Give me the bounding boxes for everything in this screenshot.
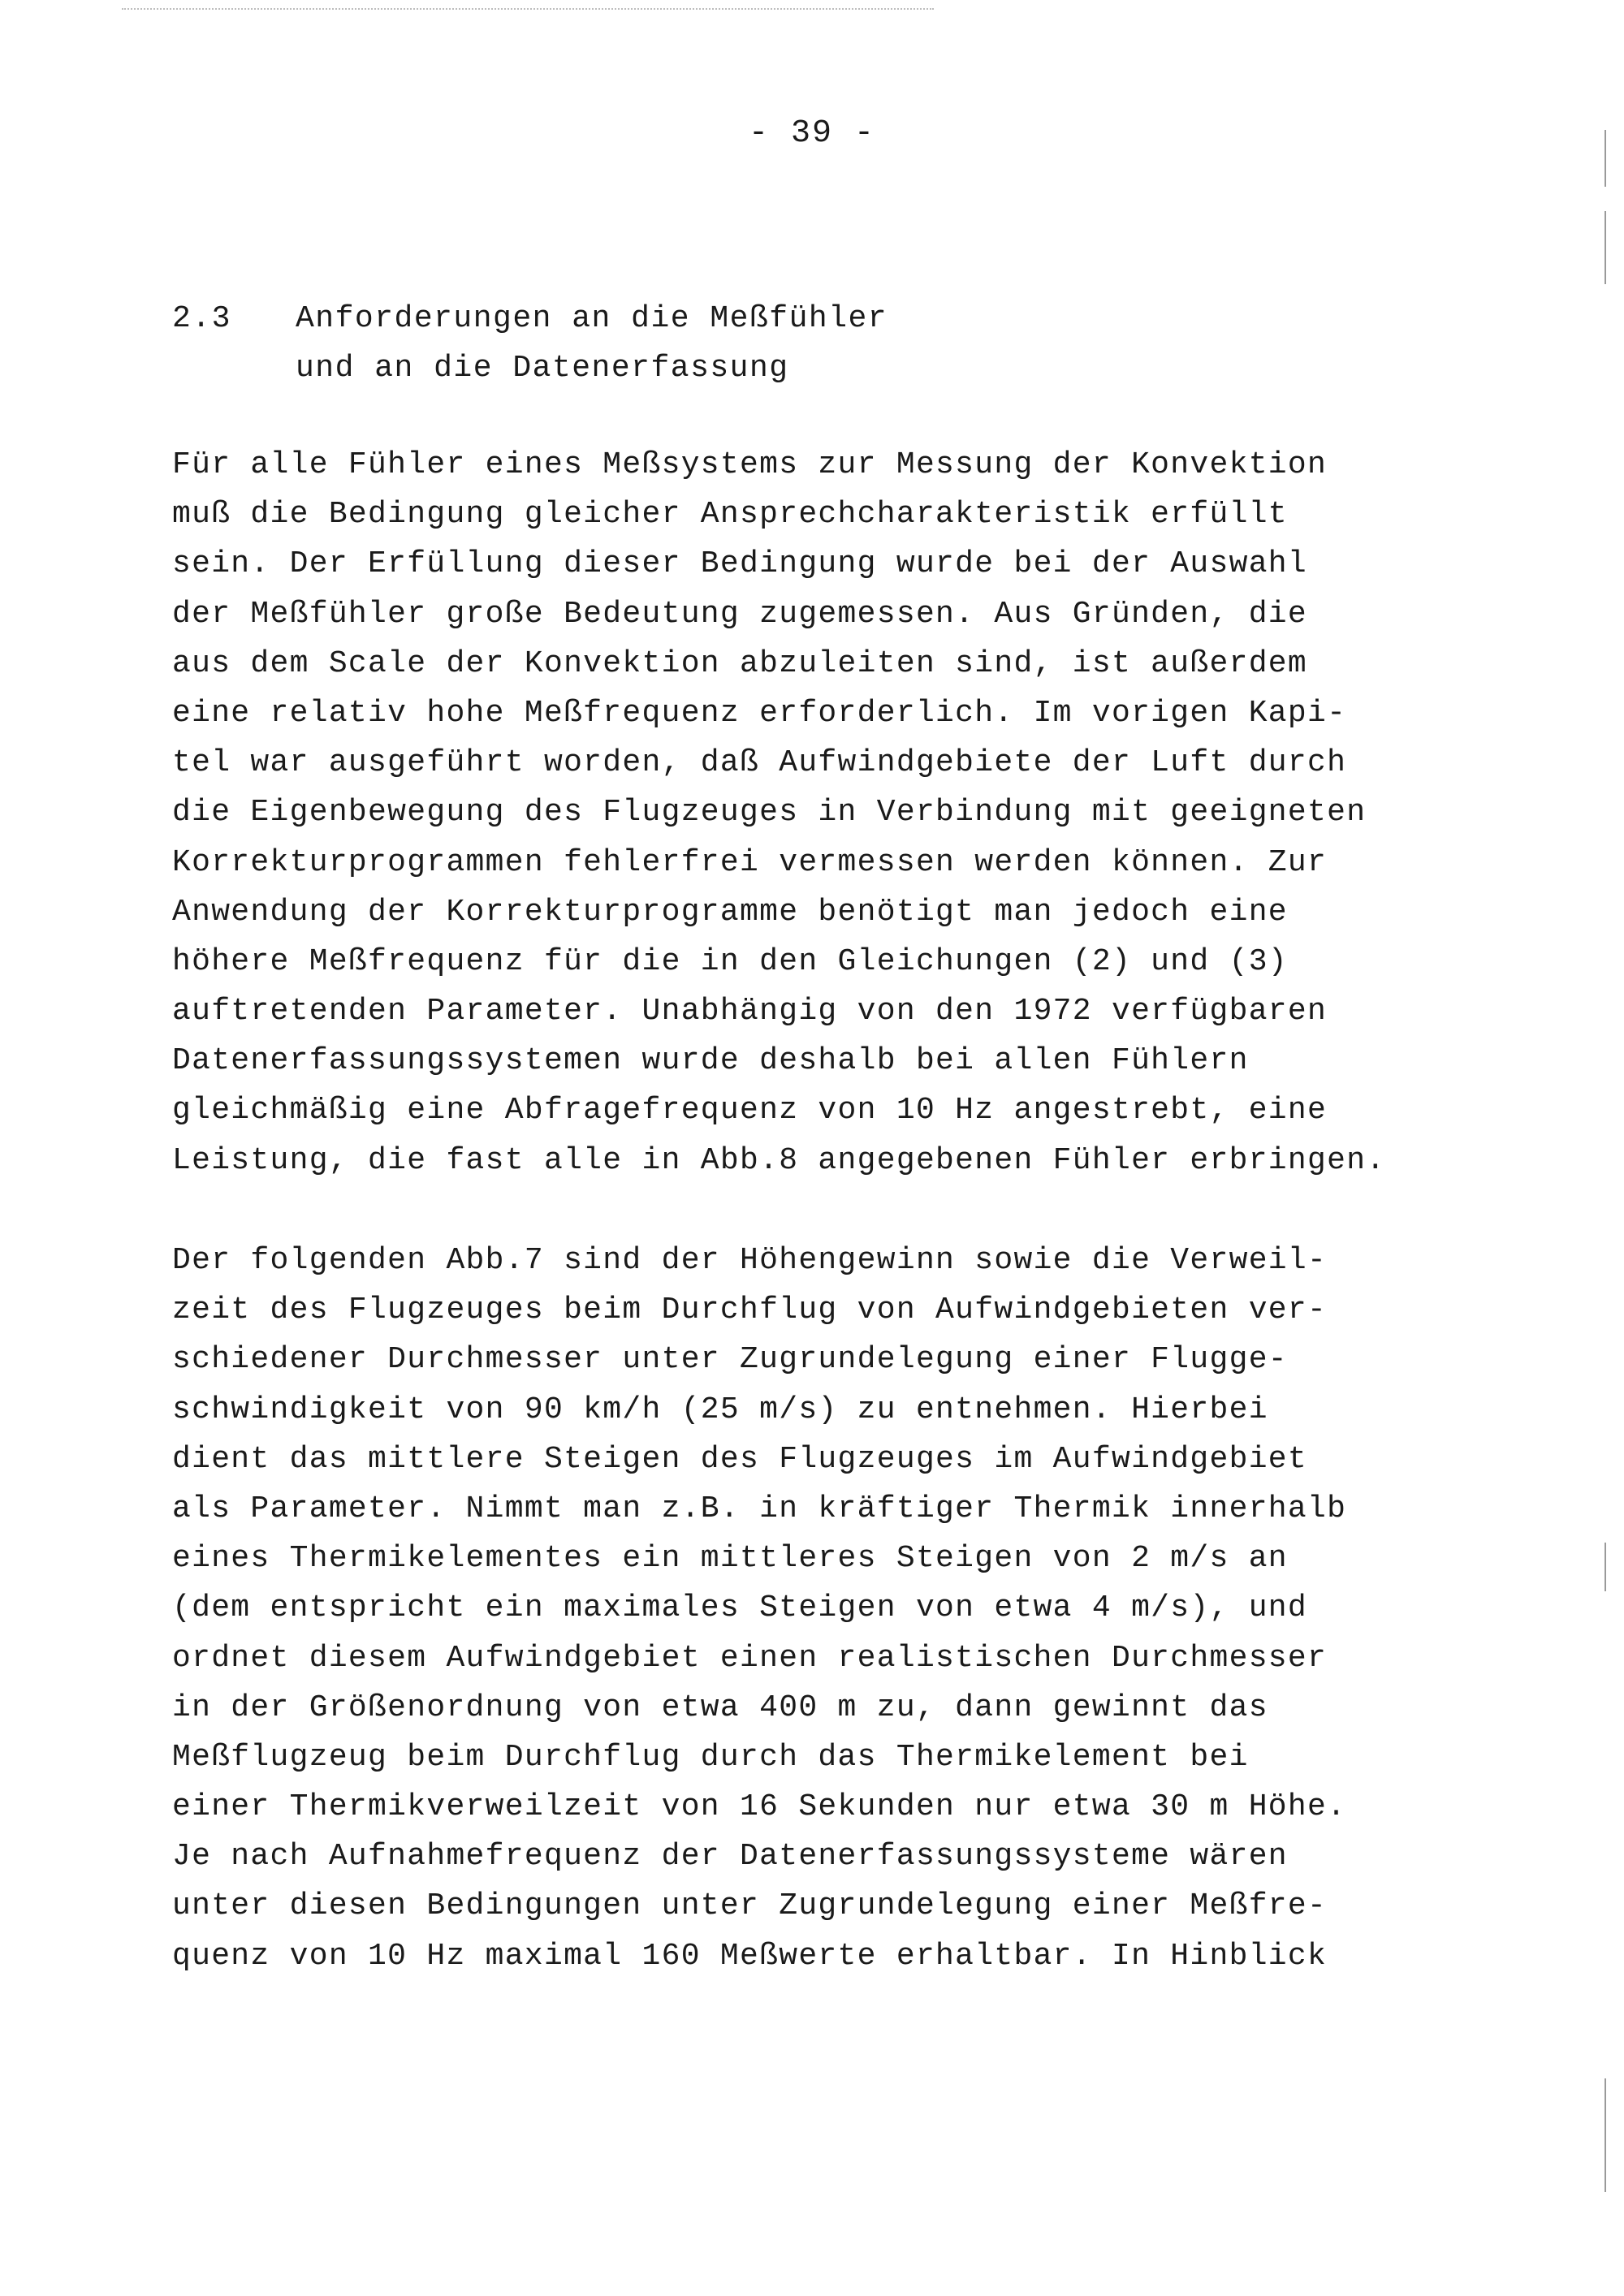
text-line: muß die Bedingung gleicher Ansprechcharakteristik erfüllt <box>172 497 1288 533</box>
text-line: schiedener Durchmesser unter Zugrundelegung einer Flugge- <box>172 1342 1288 1378</box>
text-line: als Parameter. Nimmt man z.B. in kräftiger Thermik innerhalb <box>172 1491 1347 1526</box>
text-line: der Meßfühler große Bedeutung zugemessen. Aus Gründen, die <box>172 596 1308 632</box>
section-number: 2.3 <box>172 301 231 336</box>
text-line: ordnet diesem Aufwindgebiet einen realistischen Durchmesser <box>172 1640 1328 1676</box>
text-line: auftretenden Parameter. Unabhängig von den 1972 verfügbaren <box>172 994 1328 1029</box>
text-line: aus dem Scale der Konvektion abzuleiten sind, ist außerdem <box>172 645 1308 681</box>
text-line: Leistung, die fast alle in Abb.8 angegebenen Fühler erbringen. <box>172 1142 1386 1178</box>
paragraph-2 <box>172 1236 1346 1981</box>
text-line: höhere Meßfrequenz für die in den Gleichungen (2) und (3) <box>172 943 1288 979</box>
page-number: - 39 - <box>748 115 876 152</box>
text-line: Datenerfassungssystemen wurde deshalb bei allen Fühlern <box>172 1043 1249 1079</box>
text-line: in der Größenordnung von etwa 400 m zu, dann gewinnt das <box>172 1690 1268 1725</box>
text-line: Je nach Aufnahmefrequenz der Datenerfassungssysteme wären <box>172 1839 1288 1875</box>
text-line: eine relativ hohe Meßfrequenz erforderlich. Im vorigen Kapi- <box>172 695 1347 731</box>
scan-edge-mark <box>1605 211 1606 284</box>
scan-top-edge <box>122 8 934 10</box>
section-title <box>296 294 888 393</box>
paragraph-1 <box>172 440 1385 1185</box>
text-line: unter diesen Bedingungen unter Zugrundelegung einer Meßfre- <box>172 1888 1328 1924</box>
text-line: Anwendung der Korrekturprogramme benötigt man jedoch eine <box>172 894 1288 930</box>
text-line: tel war ausgeführt worden, daß Aufwindgebiete der Luft durch <box>172 745 1347 781</box>
scan-edge-mark <box>1605 2078 1606 2192</box>
text-line: schwindigkeit von 90 km/h (25 m/s) zu entnehmen. Hierbei <box>172 1392 1268 1427</box>
text-line: quenz von 10 Hz maximal 160 Meßwerte erhaltbar. In Hinblick <box>172 1938 1328 1974</box>
text-line: einer Thermikverweilzeit von 16 Sekunden nur etwa 30 m Höhe. <box>172 1789 1347 1825</box>
text-line: sein. Der Erfüllung dieser Bedingung wurde bei der Auswahl <box>172 546 1308 582</box>
text-line: Korrekturprogrammen fehlerfrei vermessen werden können. Zur <box>172 844 1328 880</box>
text-line: (dem entspricht ein maximales Steigen von etwa 4 m/s), und <box>172 1590 1308 1626</box>
section-title-line: und an die Datenerfassung <box>296 351 789 386</box>
text-line: Der folgenden Abb.7 sind der Höhengewinn sowie die Verweil- <box>172 1243 1328 1278</box>
section-title-line: Anforderungen an die Meßfühler <box>296 301 888 336</box>
text-line: zeit des Flugzeuges beim Durchflug von Aufwindgebieten ver- <box>172 1293 1328 1328</box>
text-line: eines Thermikelementes ein mittleres Steigen von 2 m/s an <box>172 1541 1288 1577</box>
scan-edge-mark <box>1605 1543 1606 1591</box>
text-line: Meßflugzeug beim Durchflug durch das Thermikelement bei <box>172 1739 1249 1775</box>
text-line: dient das mittlere Steigen des Flugzeuges im Aufwindgebiet <box>172 1441 1308 1477</box>
text-line: gleichmäßig eine Abfragefrequenz von 10 Hz angestrebt, eine <box>172 1093 1328 1129</box>
text-line: die Eigenbewegung des Flugzeuges in Verbindung mit geeigneten <box>172 795 1367 831</box>
text-line: Für alle Fühler eines Meßsystems zur Messung der Konvektion <box>172 447 1328 482</box>
